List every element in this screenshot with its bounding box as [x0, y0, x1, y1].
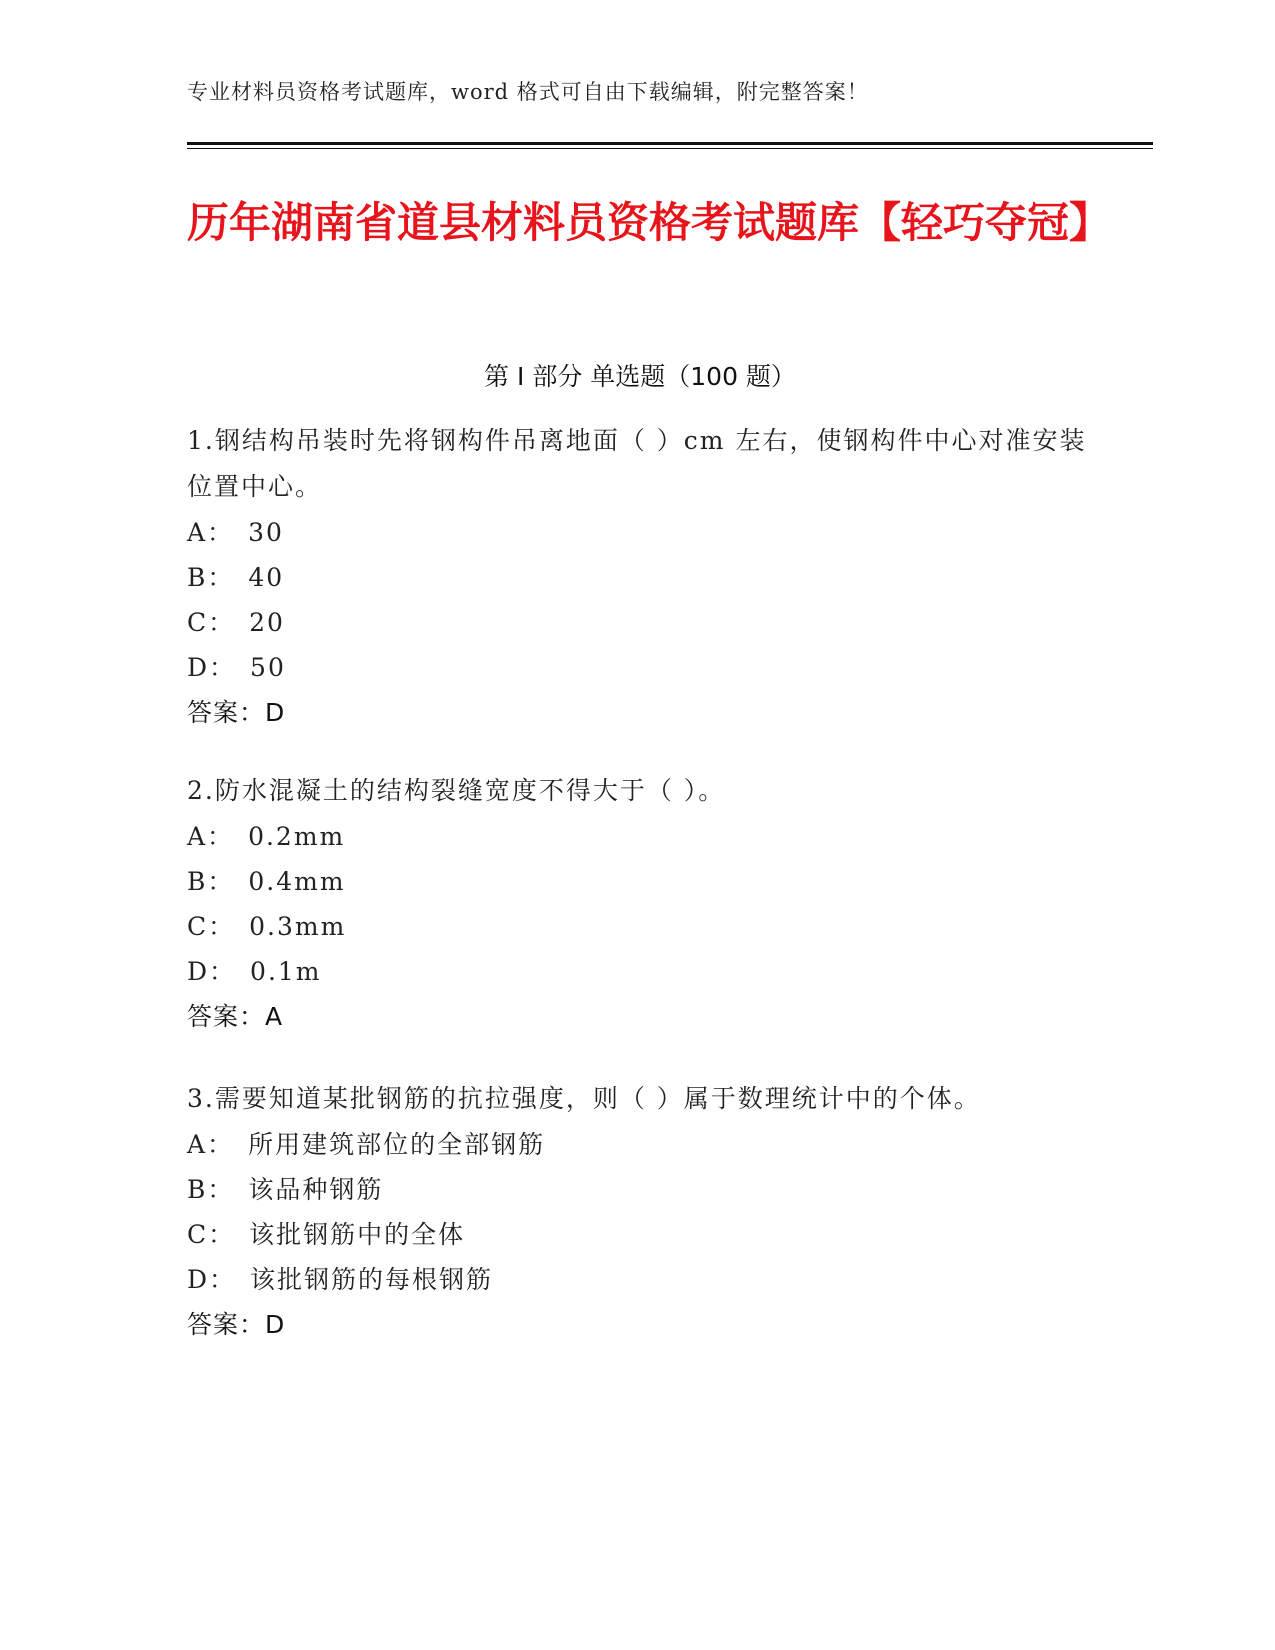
option-c: [187, 600, 1087, 645]
header-rule-thin: [187, 148, 1153, 149]
option-text: 50: [250, 653, 286, 682]
section-heading: 第 I 部分 单选题（100 题）: [484, 362, 796, 391]
option-key: A：: [187, 822, 235, 851]
option-d: [187, 645, 1087, 690]
option-text: 该批钢筋的每根钢筋: [250, 1265, 494, 1294]
answer-line: 答案：D: [187, 698, 286, 727]
option-key: C：: [187, 912, 236, 941]
option-key: D：: [187, 653, 237, 682]
option-key: B：: [187, 563, 235, 592]
option-c: [187, 1212, 1087, 1257]
option-c: [187, 904, 1087, 949]
option-key: A：: [187, 1130, 235, 1159]
option-text: 该批钢筋中的全体: [249, 1220, 466, 1249]
option-text: 0.3mm: [249, 912, 347, 941]
document-title: 历年湖南省道县材料员资格考试题库【轻巧夺冠】: [187, 198, 1112, 247]
option-text: 30: [248, 518, 284, 547]
option-key: D：: [187, 1265, 237, 1294]
option-a: [187, 814, 1087, 859]
option-text: 20: [249, 608, 285, 637]
question-stem: 3.需要知道某批钢筋的抗拉强度，则（ ）属于数理统计中的个体。: [187, 1084, 981, 1113]
answer-line: 答案：D: [187, 1310, 286, 1339]
option-text: 所用建筑部位的全部钢筋: [248, 1130, 546, 1159]
option-a: [187, 1122, 1087, 1167]
question-3: [187, 1076, 1087, 1348]
option-b: [187, 555, 1087, 600]
option-d: [187, 949, 1087, 994]
option-key: B：: [187, 1175, 235, 1204]
option-key: A：: [187, 518, 235, 547]
question-stem: 1.钢结构吊装时先将钢构件吊离地面（ ）cm 左右，使钢构件中心对准安装位置中心。: [187, 426, 1087, 501]
option-b: [187, 1167, 1087, 1212]
option-a: [187, 510, 1087, 555]
header-rule-thick: [187, 142, 1153, 145]
question-2: [187, 768, 1087, 1040]
question-1: [187, 418, 1087, 736]
option-text: 0.1m: [250, 957, 322, 986]
option-key: D：: [187, 957, 237, 986]
option-text: 0.2mm: [248, 822, 346, 851]
answer-line: 答案：A: [187, 1002, 284, 1031]
option-key: B：: [187, 867, 235, 896]
option-text: 该品种钢筋: [248, 1175, 384, 1204]
option-b: [187, 859, 1087, 904]
question-stem: 2.防水混凝土的结构裂缝宽度不得大于（ ）。: [187, 776, 726, 805]
option-key: C：: [187, 608, 236, 637]
option-text: 40: [248, 563, 285, 592]
header-note: 专业材料员资格考试题库，word 格式可自由下载编辑，附完整答案！: [187, 80, 869, 104]
option-text: 0.4mm: [248, 867, 346, 896]
option-d: [187, 1257, 1087, 1302]
option-key: C：: [187, 1220, 236, 1249]
